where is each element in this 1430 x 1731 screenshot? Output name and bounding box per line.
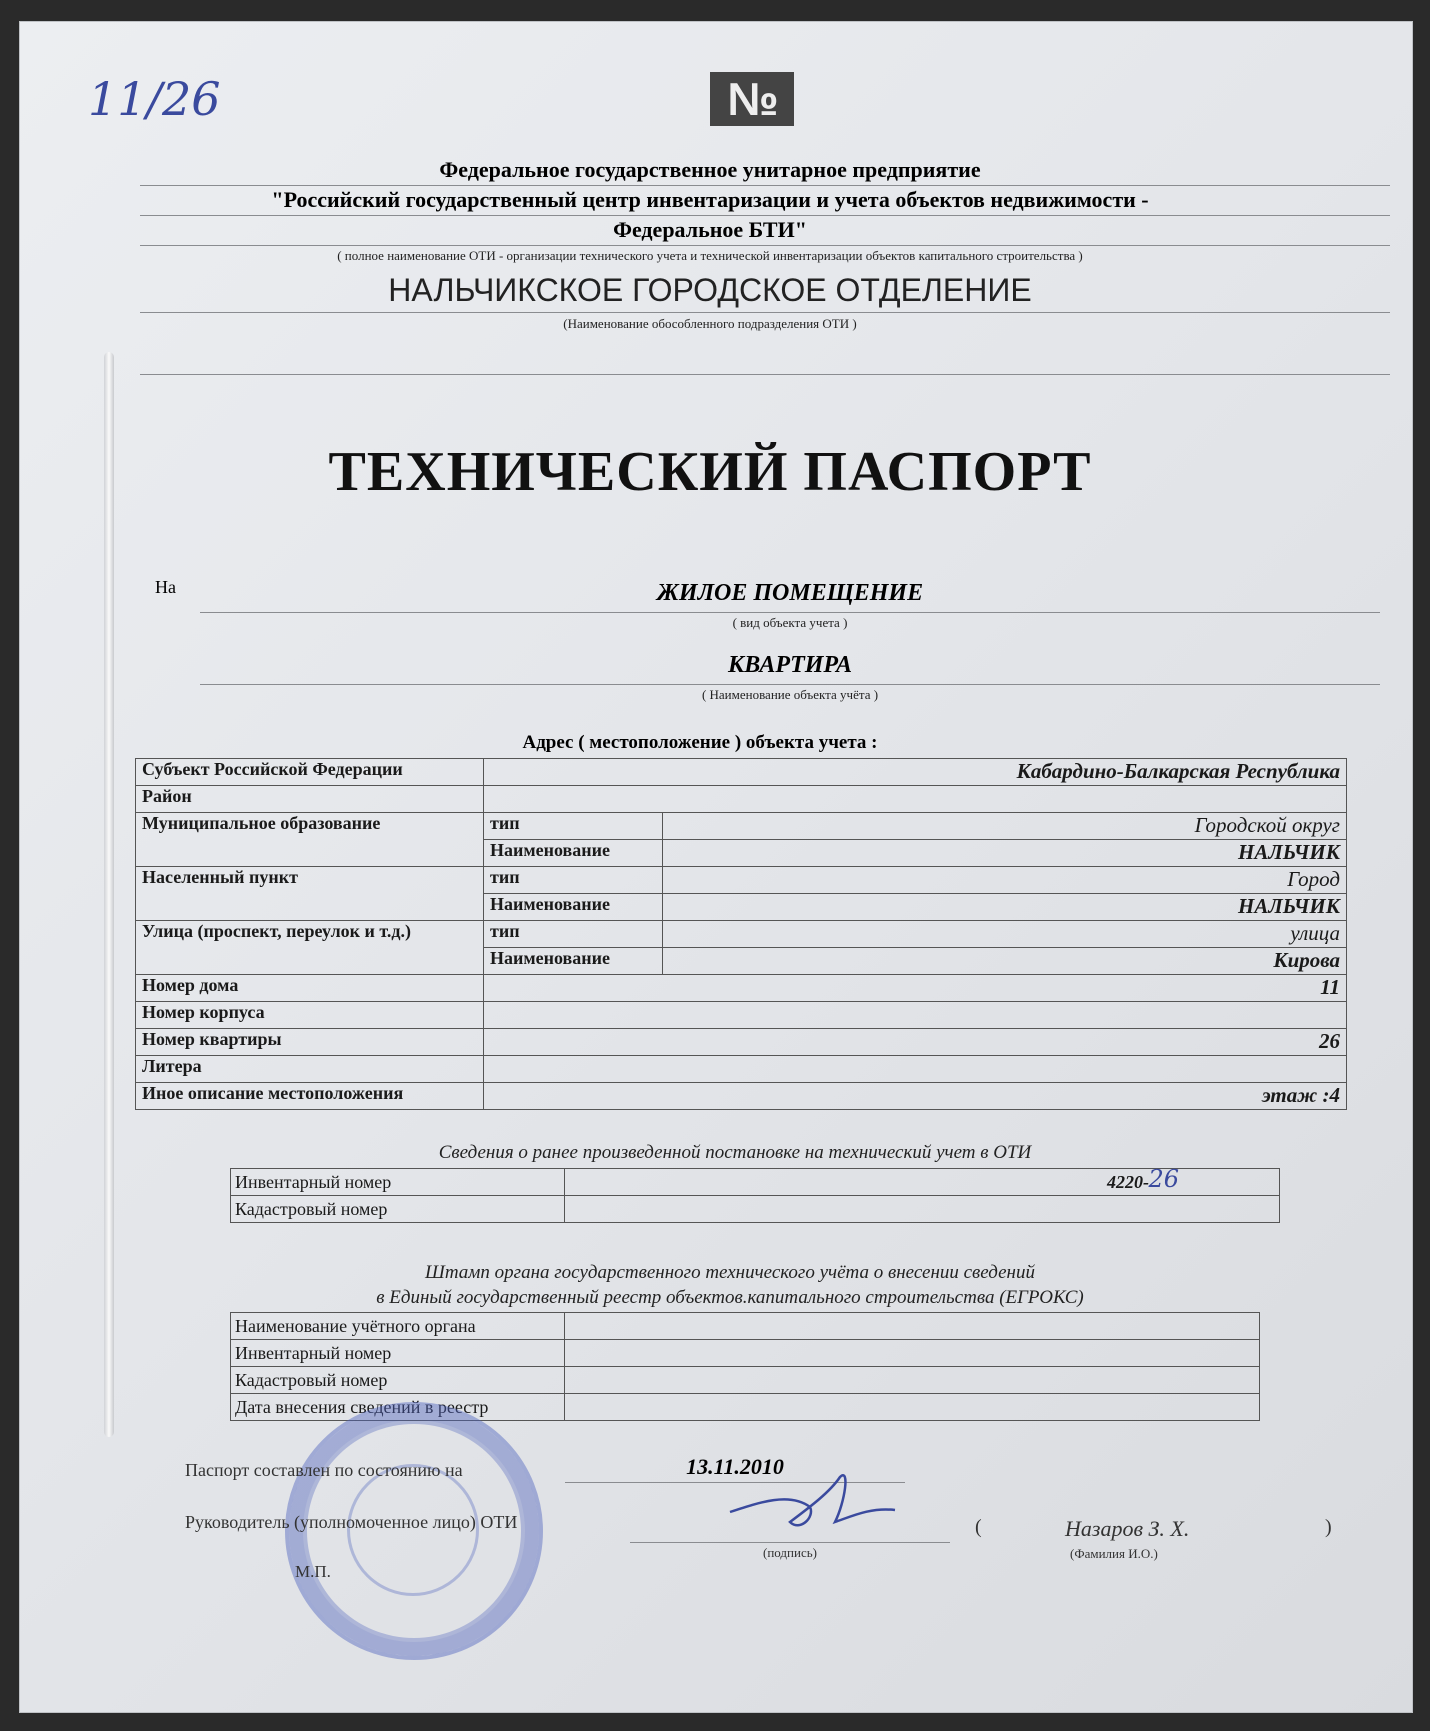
officer-name: Назаров З. Х. [1065, 1516, 1190, 1541]
signature-icon [720, 1462, 910, 1552]
header-note: ( полное наименование ОТИ - организации технического учета и технической инвентаризации объектов капитального строительства ) [337, 248, 1083, 263]
name-paren-close: ) [1325, 1516, 1332, 1538]
document-title: ТЕХНИЧЕСКИЙ ПАСПОРТ [328, 441, 1092, 503]
prior-inventory-value-cell [565, 1165, 1280, 1196]
handwritten-index: 11/26 [88, 72, 221, 126]
street-name-value: Кирова [663, 948, 1347, 975]
other-location-value: этаж :4 [484, 1083, 1347, 1110]
subject-label: Субъект Российской Федерации [136, 759, 484, 786]
signature-caption: (подпись) [763, 1545, 817, 1560]
settlement-type-label: тип [484, 867, 663, 894]
seal-label: М.П. [295, 1562, 331, 1581]
object-name-value: КВАРТИРА [728, 652, 852, 678]
prior-inventory-handwritten: 26 [1148, 1165, 1179, 1193]
date-label: Паспорт составлен по состоянию на [185, 1460, 463, 1480]
house-label: Номер дома [136, 975, 484, 1002]
municipal-type-value: Городской округ [663, 813, 1347, 840]
officer-name-caption: (Фамилия И.О.) [1070, 1546, 1158, 1561]
object-name-caption: ( Наименование объекта учёта ) [701, 687, 879, 702]
flat-label: Номер квартиры [136, 1029, 484, 1056]
egroks-row-label: Наименование учётного органа [231, 1313, 565, 1340]
building-value [484, 1002, 1347, 1029]
branch-name: НАЛЬЧИКСКОЕ ГОРОДСКОЕ ОТДЕЛЕНИЕ [388, 272, 1032, 308]
date-value: 13.11.2010 [686, 1454, 784, 1479]
egroks-row-label: Дата внесения сведений в реестр [231, 1394, 565, 1421]
subject-value: Кабардино-Балкарская Республика [484, 759, 1347, 786]
municipal-type-label: тип [484, 813, 663, 840]
street-type-label: тип [484, 921, 663, 948]
name-paren-open: ( [975, 1516, 982, 1538]
settlement-type-value: Город [663, 867, 1347, 894]
prior-inventory-label: Инвентарный номер [231, 1169, 565, 1196]
address-table [135, 758, 1347, 1110]
binding-string [104, 352, 114, 1437]
egroks-row-label: Кадастровый номер [231, 1367, 565, 1394]
egroks-heading-2: в Единый государственный реестр объектов.капитального строительства (ЕГРОКС) [376, 1287, 1084, 1308]
passport-page [20, 22, 1412, 1712]
settlement-name-value: НАЛЬЧИК [663, 894, 1347, 921]
prior-cadastral-label: Кадастровый номер [231, 1196, 565, 1223]
egroks-row-label: Инвентарный номер [231, 1340, 565, 1367]
building-label: Номер корпуса [136, 1002, 484, 1029]
house-value: 11 [484, 975, 1347, 1002]
municipal-name-label: Наименование [484, 840, 663, 867]
head-label: Руководитель (уполномоченное лицо) ОТИ [185, 1512, 518, 1532]
street-type-value: улица [663, 921, 1347, 948]
letter-value [484, 1056, 1347, 1083]
header-line3: Федеральное БТИ" [613, 217, 807, 242]
street-label: Улица (проспект, переулок и т.д.) [136, 921, 484, 975]
object-prefix: На [155, 577, 176, 597]
district-value [484, 786, 1347, 813]
prior-cadastral-value [565, 1196, 1280, 1223]
object-type-caption: ( вид объекта учета ) [732, 615, 848, 630]
municipal-label: Муниципальное образование [136, 813, 484, 867]
settlement-name-label: Наименование [484, 894, 663, 921]
settlement-label: Населенный пункт [136, 867, 484, 921]
prior-registration-heading: Сведения о ранее произведенной постановке на технический учет в ОТИ [438, 1142, 1032, 1163]
header-line1: Федеральное государственное унитарное предприятие [439, 157, 981, 182]
header-line2: "Российский государственный центр инвентаризации и учета объектов недвижимости - [271, 187, 1149, 212]
flat-value: 26 [484, 1029, 1347, 1056]
prior-inventory-value: 4220- [1107, 1171, 1149, 1192]
other-location-label: Иное описание местоположения [136, 1083, 484, 1110]
branch-note: (Наименование обособленного подразделения ОТИ ) [563, 316, 857, 331]
address-heading: Адрес ( местоположение ) объекта учета : [522, 732, 878, 753]
district-label: Район [136, 786, 484, 813]
number-logo: № [710, 72, 794, 126]
municipal-name-value: НАЛЬЧИК [663, 840, 1347, 867]
object-type-value: ЖИЛОЕ ПОМЕЩЕНИЕ [656, 580, 924, 606]
egroks-heading-1: Штамп органа государственного технического учёта о внесении сведений [425, 1262, 1035, 1283]
street-name-label: Наименование [484, 948, 663, 975]
letter-label: Литера [136, 1056, 484, 1083]
prior-registration-table [230, 1165, 1280, 1223]
